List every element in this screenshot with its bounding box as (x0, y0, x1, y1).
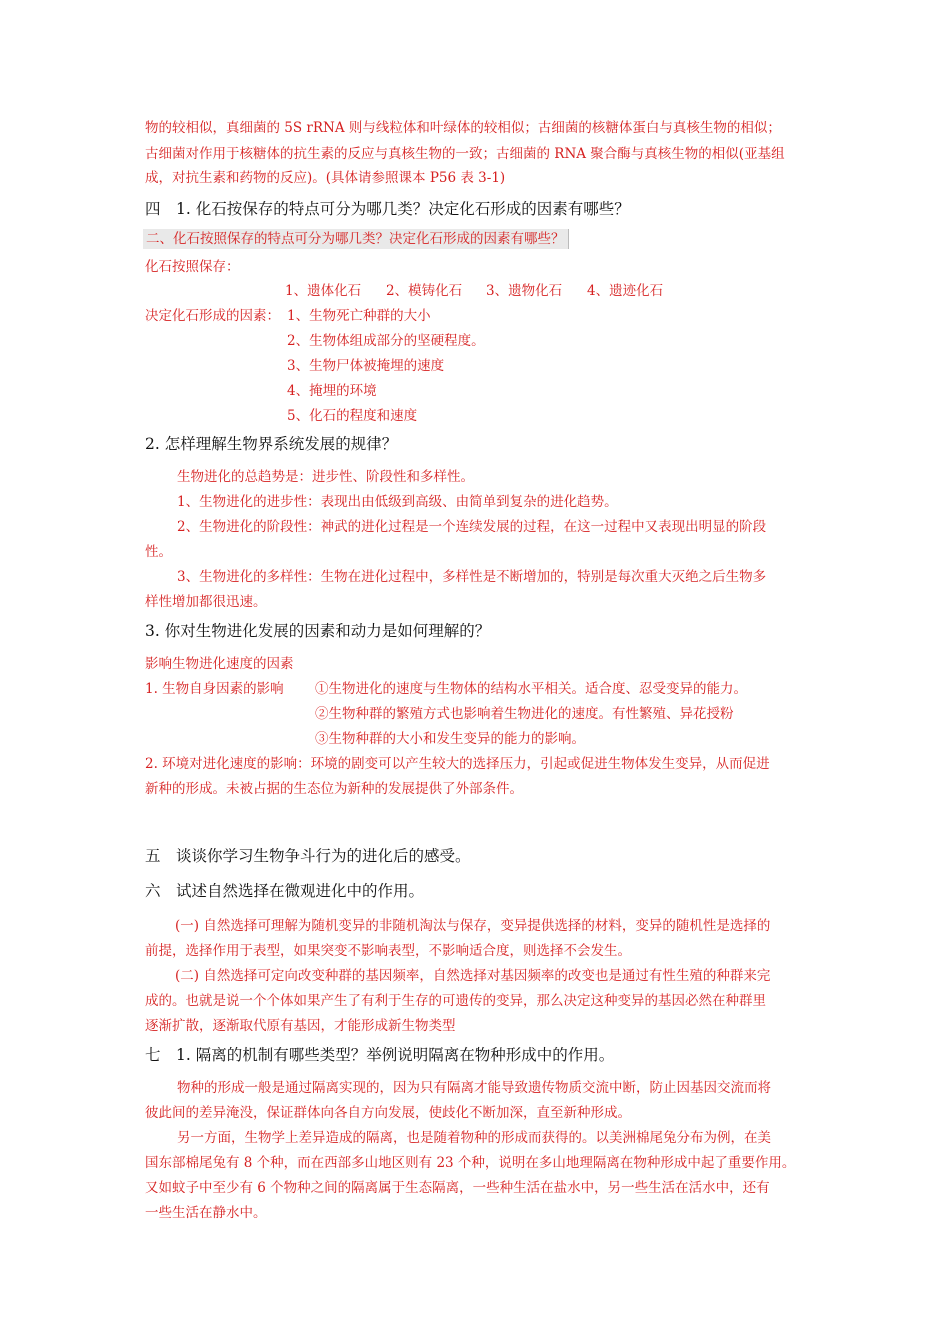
fossil-type-2: 2、模铸化石 (386, 283, 463, 299)
answer-4-2-point-2-line-1: 2、生物进化的阶段性：神武的进化过程是一个连续发展的过程，在这一过程中又表现出明显的阶段 (177, 519, 767, 535)
answer-7-1-p1-line-2: 彼此间的差异淹没，保证群体向各自方向发展，使歧化不断加深，直至新种形成。 (145, 1105, 631, 1121)
fossil-type-3: 3、遗物化石 (486, 283, 563, 299)
answer-4-2-point-1: 1、生物进化的进步性：表现出由低级到高级、由简单到复杂的进化趋势。 (177, 494, 618, 510)
fossil-factor-1: 1、生物死亡种群的大小 (287, 308, 431, 324)
intro-line-1: 物的较相似，真细菌的 5S rRNA 则与线粒体和叶绿体的较相似；古细菌的核糖体蛋白与真核生物的相似； (145, 120, 781, 136)
answer-4-2-point-2-line-2: 性。 (145, 544, 172, 560)
highlighted-question: 二、化石按照保存的特点可分为哪几类？决定化石形成的因素有哪些？ (143, 229, 569, 249)
question-7-1: 七 1. 隔离的机制有哪些类型？举例说明隔离在物种形成中的作用。 (145, 1046, 615, 1064)
answer-4-3-factor-2-line-2: 新种的形成。未被占据的生态位为新种的发展提供了外部条件。 (145, 781, 523, 797)
fossil-type-1: 1、遗体化石 (285, 283, 362, 299)
question-4-3: 3. 你对生物进化发展的因素和动力是如何理解的？ (145, 622, 491, 640)
answer-6-p1-line-1: (一) 自然选择可理解为随机变异的非随机淘汰与保存，变异提供选择的材料，变异的随机性是选择的 (175, 918, 771, 934)
answer-4-2-point-3-line-2: 样性增加都很迅速。 (145, 594, 267, 610)
answer-4-3-factor-2-line-1: 2. 环境对进化速度的影响：环境的剧变可以产生较大的选择压力，引起或促进生物体发生变异，从而促进 (145, 756, 770, 772)
fossil-types-label: 化石按照保存： (145, 259, 240, 275)
fossil-factor-2: 2、生物体组成部分的坚硬程度。 (287, 333, 485, 349)
fossil-type-4: 4、遗迹化石 (587, 283, 664, 299)
question-5: 五 谈谈你学习生物争斗行为的进化后的感受。 (145, 847, 471, 865)
answer-7-1-p1-line-1: 物种的形成一般是通过隔离实现的，因为只有隔离才能导致遗传物质交流中断，防止因基因交流而将 (177, 1080, 771, 1096)
fossil-factors-label: 决定化石形成的因素： (145, 308, 280, 324)
fossil-factor-5: 5、化石的程度和速度 (287, 408, 418, 424)
answer-7-1-p2-line-1: 另一方面，生物学上差异造成的隔离，也是随着物种的形成而获得的。以美洲棉尾兔分布为例，在美 (177, 1130, 771, 1146)
answer-6-p2-line-1: (二) 自然选择可定向改变种群的基因频率，自然选择对基因频率的改变也是通过有性生殖的种群来完 (175, 968, 771, 984)
fossil-factor-3: 3、生物尸体被掩埋的速度 (287, 358, 445, 374)
answer-4-3-factor-1-label: 1. 生物自身因素的影响 (145, 681, 284, 697)
answer-4-3-factor-1-item-2: ②生物种群的繁殖方式也影响着生物进化的速度。有性繁殖、异花授粉 (315, 706, 734, 722)
intro-line-2: 古细菌对作用于核糖体的抗生素的反应与真核生物的一致；古细菌的 RNA 聚合酶与真核生物的相似(亚基组 (145, 146, 785, 162)
answer-6-p2-line-2: 成的。也就是说一个个体如果产生了有利于生存的可遗传的变异，那么决定这种变异的基因必然在种群里 (145, 993, 766, 1009)
question-4-1: 四 1. 化石按保存的特点可分为哪几类？决定化石形成的因素有哪些？ (145, 200, 630, 218)
answer-7-1-p2-line-2: 国东部棉尾兔有 8 个种，而在西部多山地区则有 23 个种，说明在多山地理隔离在物种形成中起了重要作用。 (145, 1155, 796, 1171)
question-4-1-restated (143, 233, 569, 247)
answer-4-2-point-3-line-1: 3、生物进化的多样性：生物在进化过程中，多样性是不断增加的，特别是每次重大灭绝之后生物多 (177, 569, 767, 585)
answer-4-3-factor-1-item-3: ③生物种群的大小和发生变异的能力的影响。 (315, 731, 585, 747)
intro-line-3: 成，对抗生素和药物的反应)。(具体请参照课本 P56 表 3-1) (145, 170, 506, 186)
answer-6-p1-line-2: 前提，选择作用于表型，如果突变不影响表型，不影响适合度，则选择不会发生。 (145, 943, 631, 959)
answer-7-1-p2-line-3: 又如蚊子中至少有 6 个物种之间的隔离属于生态隔离，一些种生活在盐水中，另一些生活在活水中，还有 (145, 1180, 770, 1196)
answer-4-3-factor-1-item-1: ①生物进化的速度与生物体的结构水平相关。适合度、忍受变异的能力。 (315, 681, 747, 697)
question-4-2: 2. 怎样理解生物界系统发展的规律？ (145, 435, 398, 453)
answer-7-1-p2-line-4: 一些生活在静水中。 (145, 1205, 267, 1221)
answer-4-2-trend: 生物进化的总趋势是：进步性、阶段性和多样性。 (177, 469, 474, 485)
answer-6-p2-line-3: 逐渐扩散，逐渐取代原有基因，才能形成新生物类型 (145, 1018, 456, 1034)
fossil-factor-4: 4、掩埋的环境 (287, 383, 377, 399)
question-6: 六 试述自然选择在微观进化中的作用。 (145, 882, 425, 900)
answer-4-3-heading: 影响生物进化速度的因素 (145, 656, 294, 672)
